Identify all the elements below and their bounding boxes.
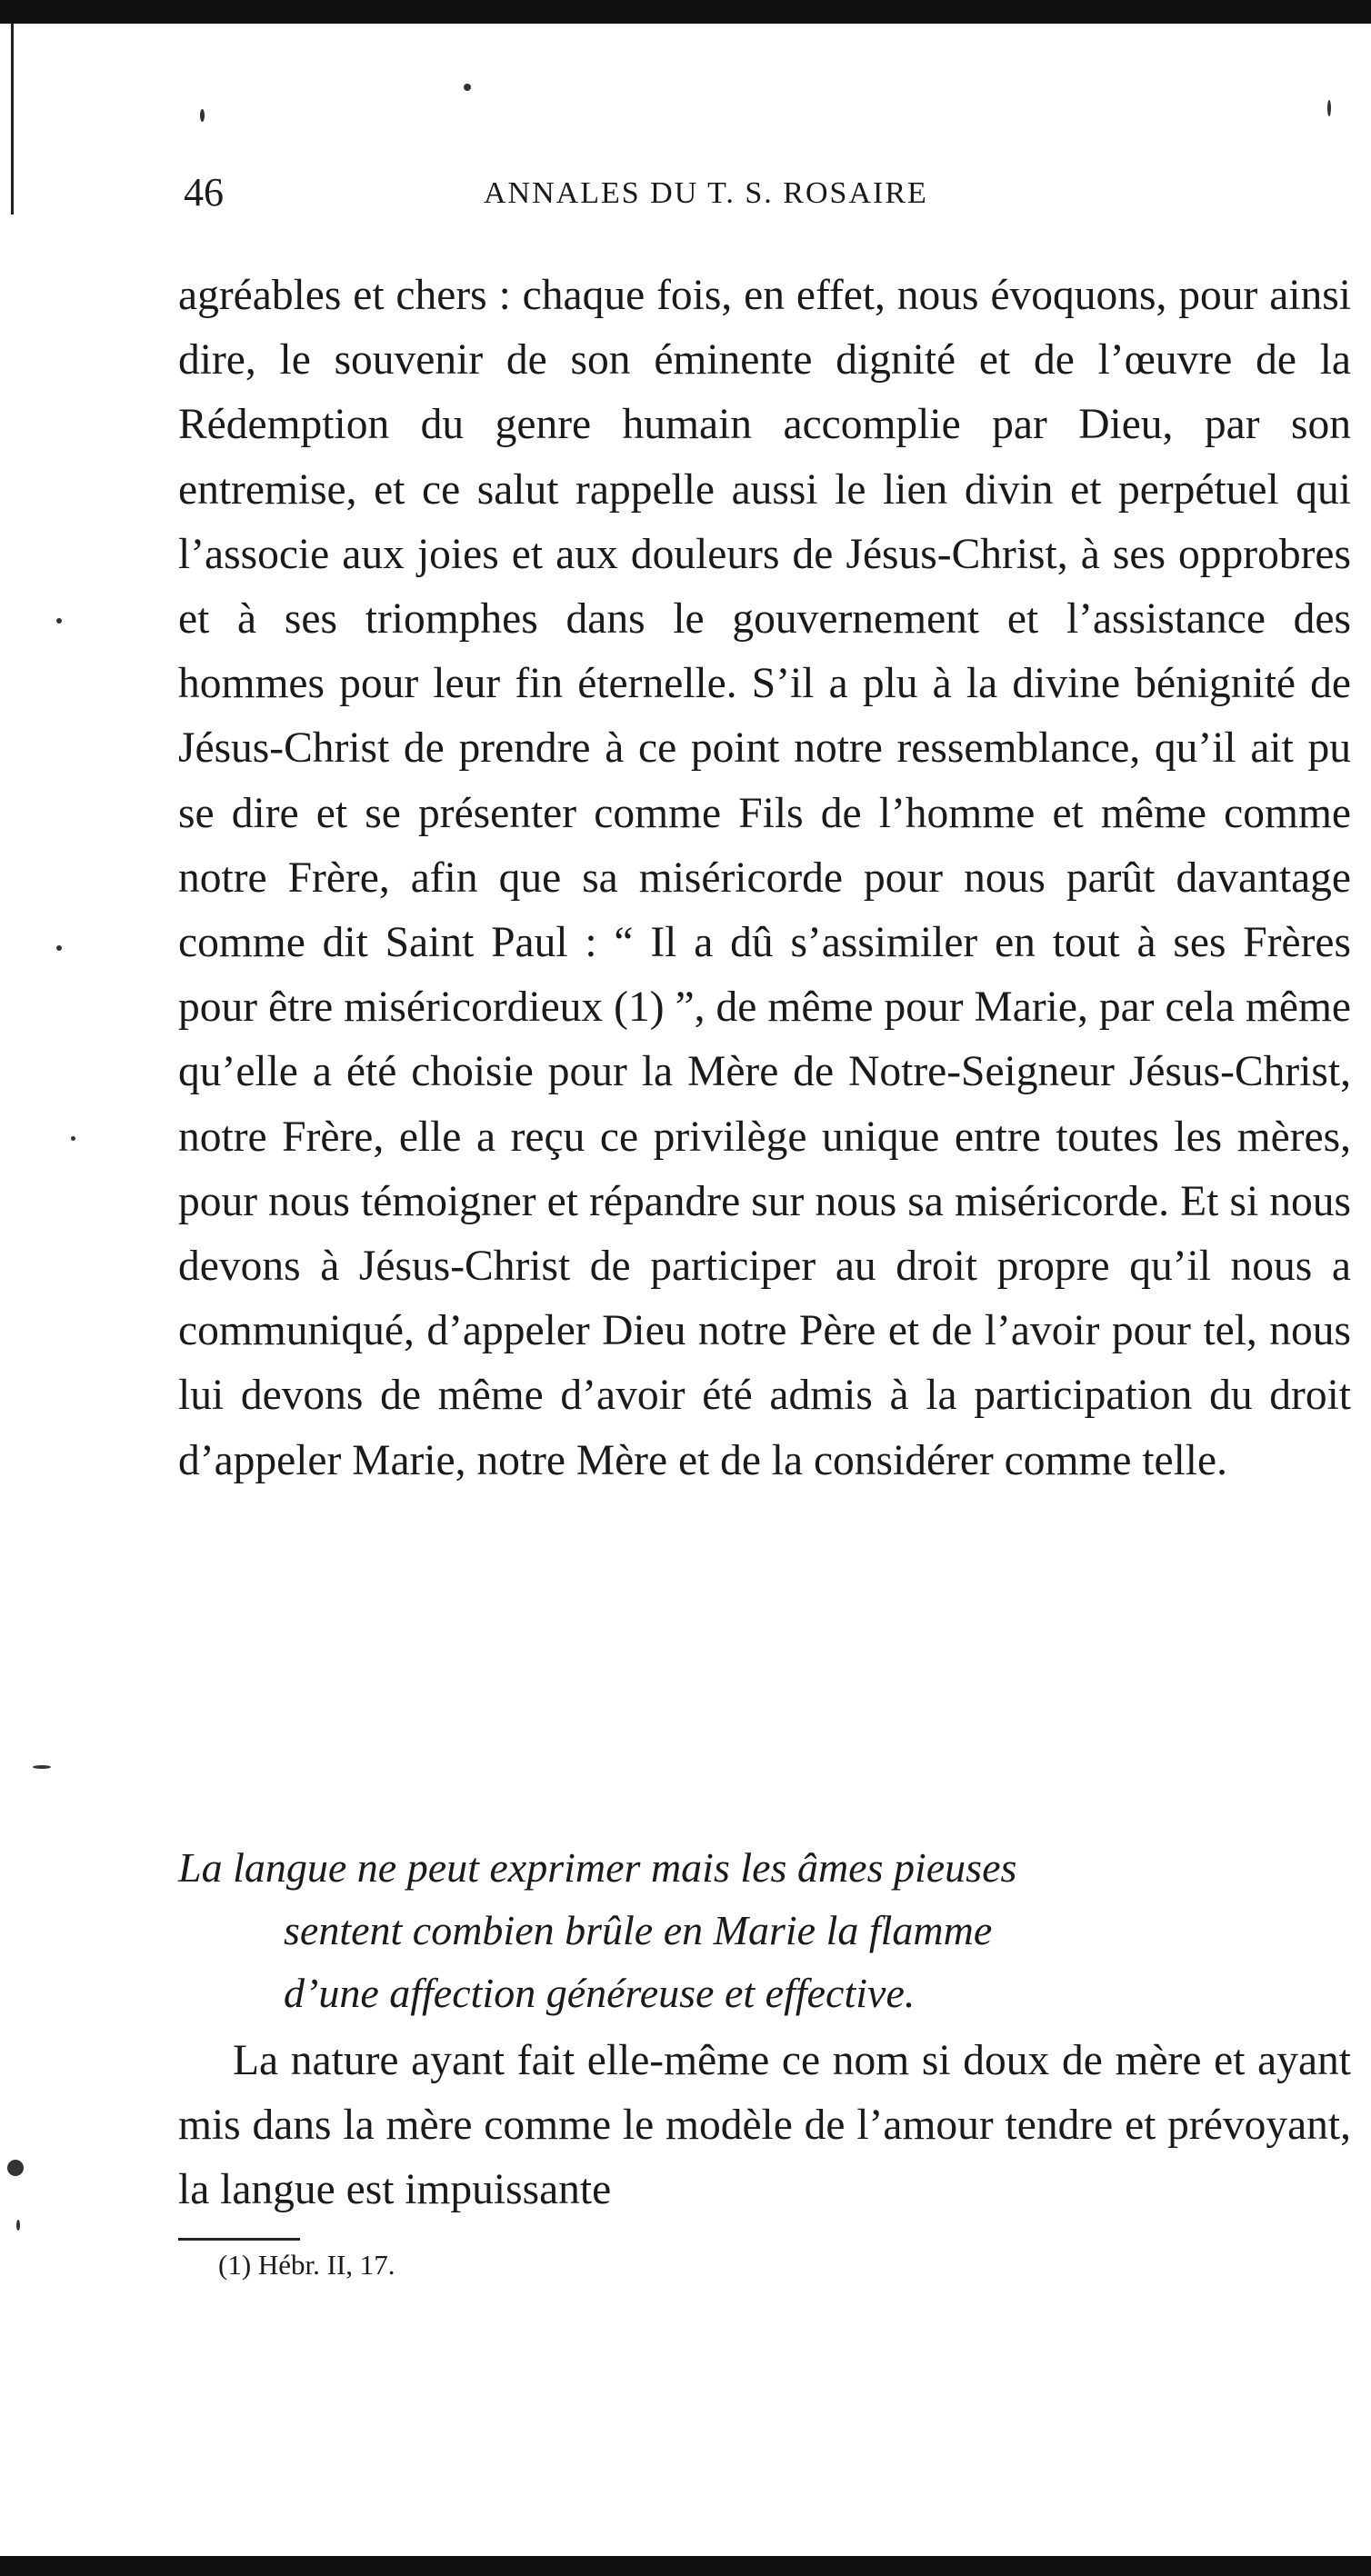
scan-speck bbox=[16, 2220, 20, 2231]
scan-top-edge bbox=[0, 0, 1371, 24]
page-number: 46 bbox=[184, 170, 224, 215]
verse-line: d’une affection généreuse et effective. bbox=[284, 1970, 916, 2016]
scan-speck bbox=[33, 1765, 51, 1769]
running-title: ANNALES DU T. S. ROSAIRE bbox=[484, 176, 928, 210]
italic-verse bbox=[178, 1836, 1351, 2024]
paragraph-text: agréables et chers : chaque fois, en effet, nous évoquons, pour ainsi dire, le souvenir de son éminente dignité et de l’œuvre de la Rédemption du genre humain accomplie par Dieu, par son entremise, et ce salut rappelle aussi le lien divin et perpétuel qui l’associe aux joies et aux douleurs de Jésus-Christ, à ses opprobres et à ses triomphes dans le gouvernement et l’assistance des hommes pour leur fin éternelle. S’il a plu à la divine bénignité de Jésus-Christ de prendre à ce point notre ressemblance, qu’il ait pu se dire et se présenter comme Fils de l’homme et même comme notre Frère, afin que sa miséricorde pour nous parût davantage comme dit Saint Paul : “ Il a dû s’assimiler en tout à ses Frères pour être miséricordieux (1) ”, de même pour Marie, par cela même qu’elle a été choisie pour la Mère de Notre-Seigneur Jésus-Christ, notre Frère, elle a reçu ce privilège unique entre toutes les mères, pour nous témoigner et répandre sur nous sa miséricorde. Et si nous devons à Jésus-Christ de participer au droit propre qu’il nous a communiqué, d’appeler Dieu notre Père et de l’avoir pour tel, nous lui devons de même d’avoir été admis à la participation du droit d’appeler Marie, notre Mère et de la considérer comme telle. bbox=[178, 272, 1351, 1484]
scan-speck bbox=[200, 109, 205, 122]
scan-speck bbox=[71, 1136, 75, 1141]
scan-speck bbox=[56, 618, 62, 624]
scan-left-edge bbox=[11, 24, 14, 215]
second-paragraph: La nature ayant fait elle-même ce nom si doux de mère et ayant mis dans la mère comme le modèle de l’amour tendre et prévoyant, la langue est impuissante bbox=[178, 2037, 1351, 2213]
footnote-divider bbox=[178, 2238, 300, 2241]
verse-line: sentent combien brûle en Marie la flamme bbox=[284, 1907, 993, 1953]
scan-speck bbox=[56, 945, 62, 951]
verse-line: La langue ne peut exprimer mais les âmes pieuses bbox=[178, 1844, 1017, 1891]
footnote: (1) Hébr. II, 17. bbox=[218, 2249, 395, 2281]
main-paragraph bbox=[178, 264, 1351, 1493]
scan-speck bbox=[7, 2160, 24, 2176]
page-header bbox=[175, 169, 1347, 224]
scan-speck bbox=[1327, 100, 1331, 116]
scan-speck bbox=[464, 84, 471, 91]
scan-bottom-edge bbox=[0, 2556, 1371, 2576]
